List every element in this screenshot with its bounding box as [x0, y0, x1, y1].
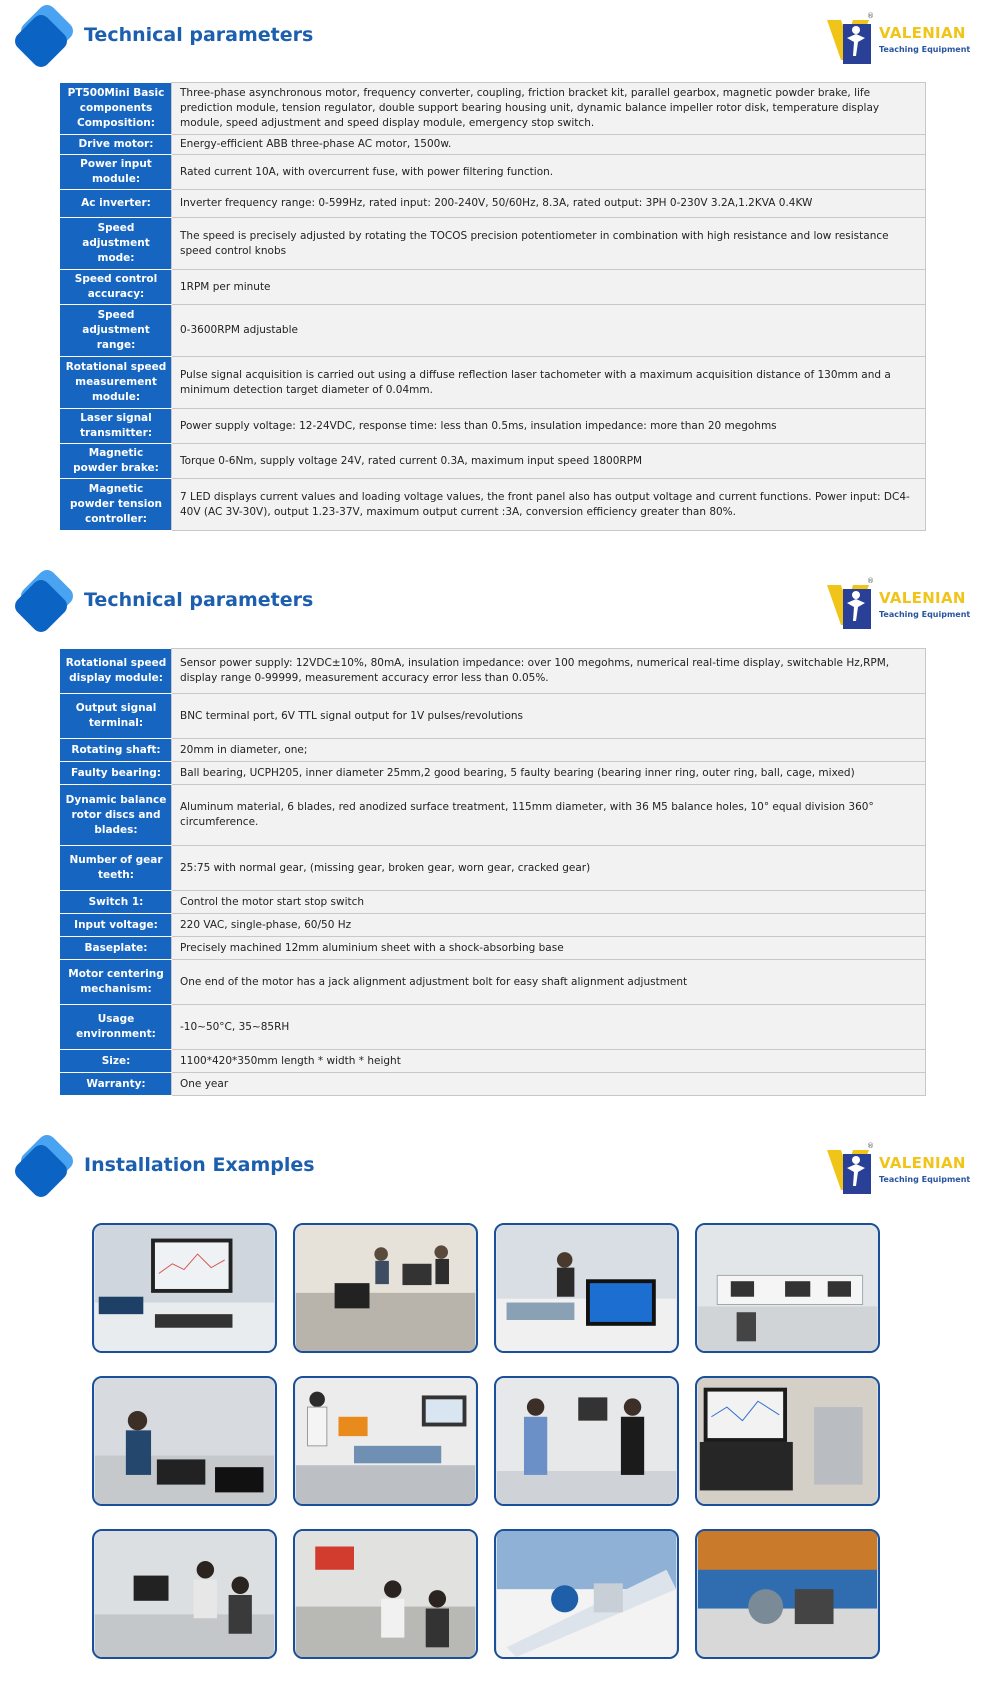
spec-value: Precisely machined 12mm aluminium sheet with a shock-absorbing base: [172, 937, 926, 960]
spec-label: PT500Mini Basic components Composition:: [61, 83, 172, 135]
installation-photo: [92, 1376, 277, 1506]
spec-label: Motor centering mechanism:: [61, 960, 172, 1005]
spec-label: Power input module:: [61, 155, 172, 190]
spec-row: [61, 444, 926, 479]
spec-value: Rated current 10A, with overcurrent fuse, with power filtering function.: [172, 155, 926, 190]
section-title: Technical parameters: [84, 24, 314, 46]
spec-row: [61, 694, 926, 739]
spec-value: Ball bearing, UCPH205, inner diameter 25mm,2 good bearing, 5 faulty bearing (bearing inner ring, outer ring, ball, cage, mixed): [172, 762, 926, 785]
spec-row: [61, 960, 926, 1005]
spec-row: [61, 409, 926, 444]
installation-photo: [92, 1223, 277, 1353]
spec-value: Torque 0-6Nm, supply voltage 24V, rated current 0.3A, maximum input speed 1800RPM: [172, 444, 926, 479]
spec-label: Input voltage:: [61, 914, 172, 937]
installation-photo: [695, 1376, 880, 1506]
spec-value: Sensor power supply: 12VDC±10%, 80mA, insulation impedance: over 100 megohms, numerical real-time display, switchable Hz,RPM, display range 0-99999, measurement accuracy error less than 0.05%.: [172, 649, 926, 694]
logo-mark-icon: [823, 581, 873, 629]
spec-row: [61, 846, 926, 891]
spec-value: Aluminum material, 6 blades, red anodized surface treatment, 115mm diameter, with 36 M5 balance holes, 10° equal division 360° circumference.: [172, 785, 926, 846]
spec-row: [61, 1050, 926, 1073]
installation-photo: [695, 1529, 880, 1659]
spec-label: Magnetic powder brake:: [61, 444, 172, 479]
registered-mark: ®: [867, 577, 874, 585]
logo-wordmark: VALENIAN: [879, 589, 966, 607]
section-header-3: [0, 1138, 1000, 1208]
section-header-2: [0, 573, 1000, 643]
spec-label: Rotational speed measurement module:: [61, 357, 172, 409]
spec-value: 7 LED displays current values and loading voltage values, the front panel also has output voltage and current functions. Power input: DC4-40V (AC 3V-30V), output 1.23-37V, maximum output current :3A, conversion efficiency greater than 80%.: [172, 479, 926, 531]
installation-photo: [293, 1529, 478, 1659]
spec-label: Ac inverter:: [61, 190, 172, 218]
spec-label: Speed control accuracy:: [61, 270, 172, 305]
spec-label: Warranty:: [61, 1073, 172, 1096]
spec-value: 25:75 with normal gear, (missing gear, broken gear, worn gear, cracked gear): [172, 846, 926, 891]
spec-row: [61, 270, 926, 305]
spec-row: [61, 357, 926, 409]
spec-row: [61, 218, 926, 270]
spec-label: Size:: [61, 1050, 172, 1073]
spec-value: The speed is precisely adjusted by rotating the TOCOS precision potentiometer in combination with high resistance and low resistance speed control knobs: [172, 218, 926, 270]
spec-row: [61, 1005, 926, 1050]
spec-value: Control the motor start stop switch: [172, 891, 926, 914]
spec-value: Energy-efficient ABB three-phase AC motor, 1500w.: [172, 135, 926, 155]
spec-label: Speed adjustment mode:: [61, 218, 172, 270]
installation-photo: [293, 1376, 478, 1506]
spec-value: BNC terminal port, 6V TTL signal output for 1V pulses/revolutions: [172, 694, 926, 739]
spec-row: [61, 739, 926, 762]
registered-mark: ®: [867, 12, 874, 20]
spec-value: 1RPM per minute: [172, 270, 926, 305]
installation-photo: [92, 1529, 277, 1659]
spec-label: Drive motor:: [61, 135, 172, 155]
installation-photo: [494, 1529, 679, 1659]
spec-label: Number of gear teeth:: [61, 846, 172, 891]
registered-mark: ®: [867, 1142, 874, 1150]
spec-row: [61, 135, 926, 155]
spec-label: Output signal terminal:: [61, 694, 172, 739]
installation-photo: [494, 1376, 679, 1506]
logo-subtitle: Teaching Equipment: [879, 45, 971, 54]
spec-value: 0-3600RPM adjustable: [172, 305, 926, 357]
spec-value: Power supply voltage: 12-24VDC, response time: less than 0.5ms, insulation impedance: more than 20 megohms: [172, 409, 926, 444]
spec-row: [61, 762, 926, 785]
spec-row: [61, 479, 926, 531]
section-title: Installation Examples: [84, 1154, 315, 1176]
brand-logo: [823, 14, 983, 66]
spec-row: [61, 190, 926, 218]
logo-subtitle: Teaching Equipment: [879, 610, 971, 619]
spec-row: [61, 83, 926, 135]
section-header-1: [0, 8, 1000, 78]
spec-label: Magnetic powder tension controller:: [61, 479, 172, 531]
brand-logo: [823, 1144, 983, 1196]
installation-photo: [494, 1223, 679, 1353]
spec-row: [61, 937, 926, 960]
logo-mark-icon: [823, 1146, 873, 1194]
installation-photo: [695, 1223, 880, 1353]
spec-row: [61, 914, 926, 937]
spec-value: -10~50°C, 35~85RH: [172, 1005, 926, 1050]
spec-row: [61, 785, 926, 846]
spec-value: 220 VAC, single-phase, 60/50 Hz: [172, 914, 926, 937]
brand-logo: [823, 579, 983, 631]
spec-row: [61, 891, 926, 914]
spec-label: Laser signal transmitter:: [61, 409, 172, 444]
installation-photo: [293, 1223, 478, 1353]
spec-value: One end of the motor has a jack alignment adjustment bolt for easy shaft alignment adjustment: [172, 960, 926, 1005]
spec-row: [61, 1073, 926, 1096]
logo-subtitle: Teaching Equipment: [879, 1175, 971, 1184]
spec-row: [61, 305, 926, 357]
spec-label: Switch 1:: [61, 891, 172, 914]
spec-label: Rotational speed display module:: [61, 649, 172, 694]
spec-value: Pulse signal acquisition is carried out using a diffuse reflection laser tachometer with a maximum acquisition distance of 130mm and a minimum detection target diameter of 0.04mm.: [172, 357, 926, 409]
spec-value: 1100*420*350mm length * width * height: [172, 1050, 926, 1073]
spec-value: One year: [172, 1073, 926, 1096]
spec-label: Usage environment:: [61, 1005, 172, 1050]
section-title: Technical parameters: [84, 589, 314, 611]
spec-value: Inverter frequency range: 0-599Hz, rated input: 200-240V, 50/60Hz, 8.3A, rated output: 3PH 0-230V 3.2A,1.2KVA 0.4KW: [172, 190, 926, 218]
spec-table-1: [60, 82, 926, 531]
spec-label: Dynamic balance rotor discs and blades:: [61, 785, 172, 846]
spec-label: Baseplate:: [61, 937, 172, 960]
spec-table-2: [60, 648, 926, 1096]
logo-wordmark: VALENIAN: [879, 24, 966, 42]
spec-row: [61, 649, 926, 694]
logo-wordmark: VALENIAN: [879, 1154, 966, 1172]
spec-value: Three-phase asynchronous motor, frequency converter, coupling, friction bracket kit, parallel gearbox, magnetic powder brake, life prediction module, tension regulator, double support bearing housing unit, dynamic balance impeller rotor disk, temperature display module, speed adjustment and speed display module, emergency stop switch.: [172, 83, 926, 135]
spec-label: Faulty bearing:: [61, 762, 172, 785]
spec-label: Speed adjustment range:: [61, 305, 172, 357]
spec-label: Rotating shaft:: [61, 739, 172, 762]
spec-value: 20mm in diameter, one;: [172, 739, 926, 762]
logo-mark-icon: [823, 16, 873, 64]
spec-row: [61, 155, 926, 190]
